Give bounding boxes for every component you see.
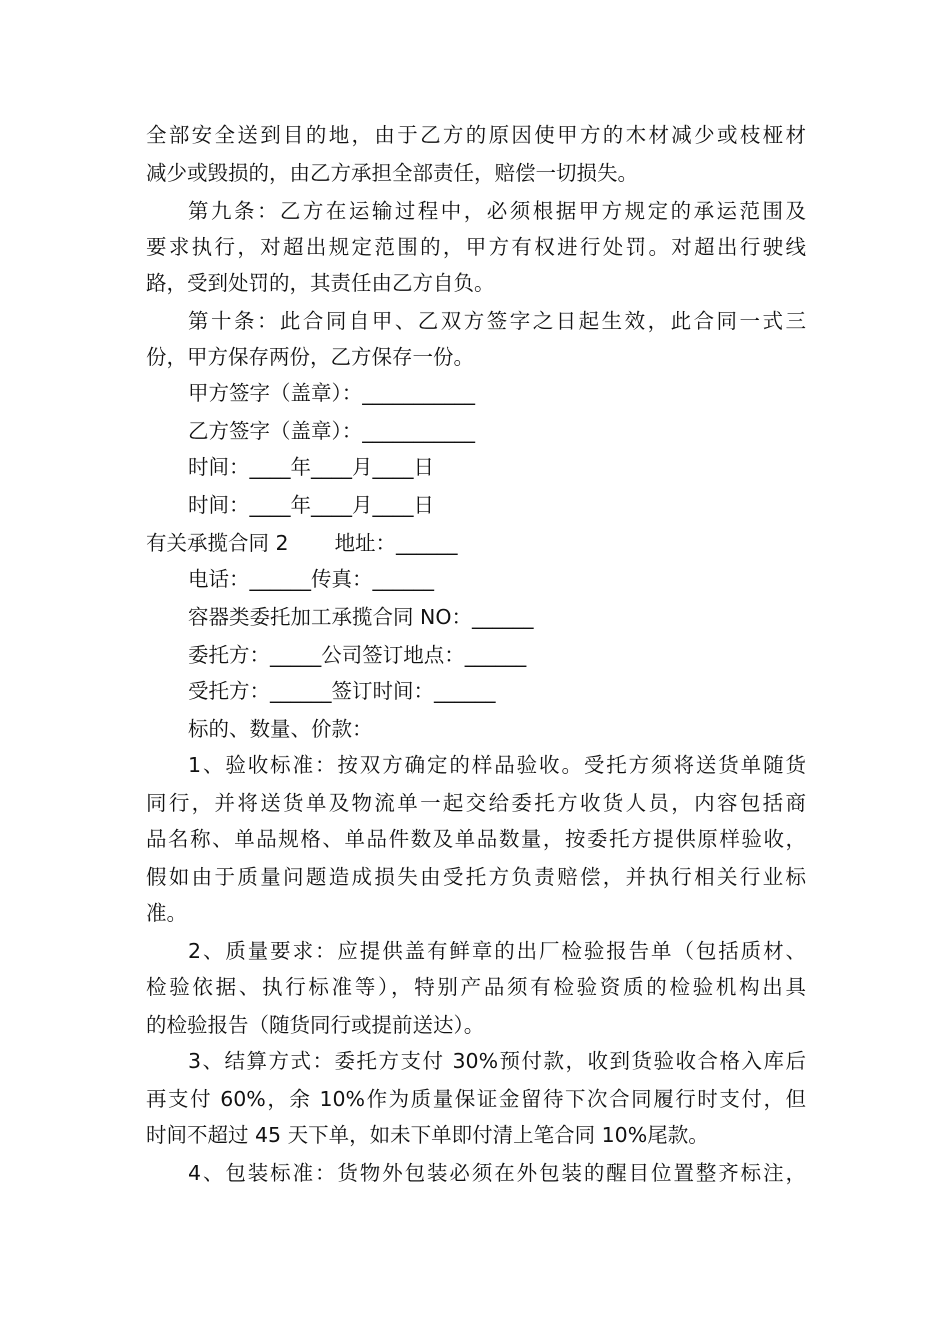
date-line: 时间：____年____月____日: [188, 455, 434, 479]
paragraph-line: 同行，并将送货单及物流单一起交给委托方收货人员，内容包括商: [146, 791, 806, 815]
subject-line: 标的、数量、价款：: [188, 717, 373, 741]
paragraph-line: 路，受到处罚的，其责任由乙方自负。: [146, 271, 495, 295]
paragraph-line: 减少或毁损的，由乙方承担全部责任，赔偿一切损失。: [146, 161, 638, 185]
paragraph-line: 要求执行，对超出规定范围的，甲方有权进行处罚。对超出行驶线: [146, 235, 806, 259]
contractor-line: 受托方：______签订时间：______: [188, 679, 496, 703]
address-field: 地址：______: [334, 531, 458, 555]
date-line: 时间：____年____月____日: [188, 493, 434, 517]
contract-title: 有关承揽合同 2: [146, 531, 289, 555]
paragraph-line: 全部安全送到目的地，由于乙方的原因使甲方的木材减少或枝桠材: [146, 123, 806, 147]
client-line: 委托方：_____公司签订地点：______: [188, 643, 527, 667]
contract-2-heading: [146, 528, 458, 558]
clause-4-line: 4、包装标准：货物外包装必须在外包装的醒目位置整齐标注，: [188, 1161, 806, 1185]
party-b-signature-line: 乙方签字（盖章）：___________: [188, 419, 475, 443]
paragraph-line: 时间不超过 45 天下单，如未下单即付清上笔合同 10%尾款。: [146, 1123, 709, 1147]
paragraph-line: 检验依据、执行标准等），特别产品须有检验资质的检验机构出具: [146, 975, 806, 999]
clause-3-line: 3、结算方式：委托方支付 30%预付款，收到货验收合格入库后: [188, 1049, 806, 1073]
party-a-signature-line: 甲方签字（盖章）：___________: [188, 381, 475, 405]
paragraph-line: 品名称、单品规格、单品件数及单品数量，按委托方提供原样验收，: [146, 827, 806, 851]
paragraph-line: 再支付 60%，余 10%作为质量保证金留待下次合同履行时支付，但: [146, 1087, 806, 1111]
paragraph-line: 份，甲方保存两份，乙方保存一份。: [146, 345, 474, 369]
contract-number-line: 容器类委托加工承揽合同 NO：______: [188, 605, 534, 629]
paragraph-line: 准。: [146, 901, 187, 925]
article-9-line: 第九条：乙方在运输过程中，必须根据甲方规定的承运范围及: [188, 199, 806, 223]
paragraph-line: 假如由于质量问题造成损失由受托方负责赔偿，并执行相关行业标: [146, 865, 806, 889]
phone-fax-line: 电话：______传真：______: [188, 567, 434, 591]
paragraph-line: 的检验报告（随货同行或提前送达）。: [146, 1013, 485, 1037]
clause-2-line: 2、质量要求：应提供盖有鲜章的出厂检验报告单（包括质材、: [188, 939, 806, 963]
clause-1-line: 1、验收标准：按双方确定的样品验收。受托方须将送货单随货: [188, 753, 806, 777]
article-10-line: 第十条：此合同自甲、乙双方签字之日起生效，此合同一式三: [188, 309, 806, 333]
